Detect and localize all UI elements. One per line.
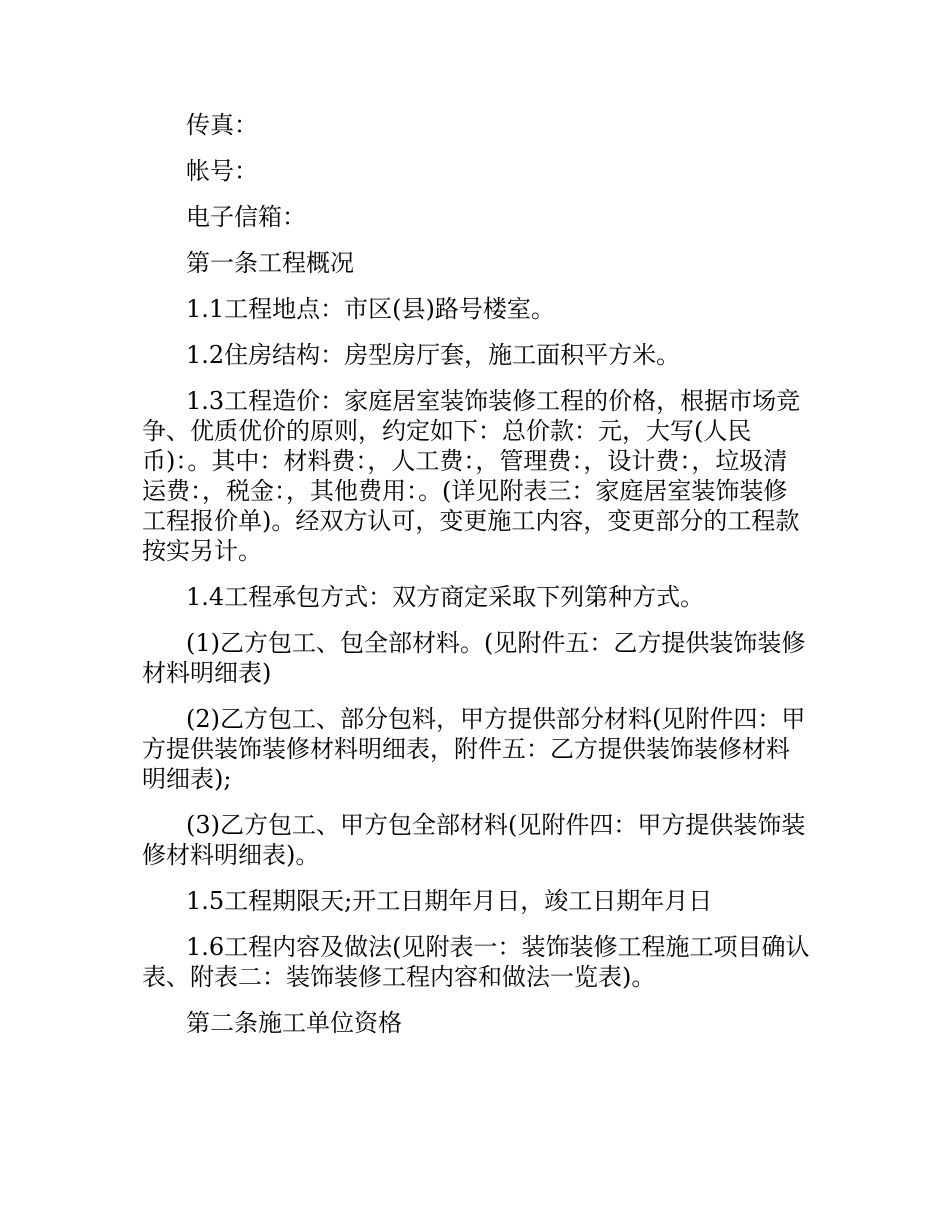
clause-1-3: 1.3工程造价：家庭居室装饰装修工程的价格，根据市场竞争、优质优价的原则，约定如下：总价款：元，大写(人民币)：。其中：材料费：，人工费：，管理费：，设计费：，垃圾清运费：，税金：，其他费用：。(详见附表三：家庭居室装饰装修工程报价单)。经双方认可，变更施工内容，变更部分的工程款按实另计。 bbox=[142, 387, 801, 565]
clause-1-4: 1.4工程承包方式：双方商定采取下列第种方式。 bbox=[186, 583, 705, 611]
account-field-label: 帐号： bbox=[186, 157, 258, 185]
email-field-label: 电子信箱： bbox=[186, 203, 306, 231]
option-3: (3)乙方包工、甲方包全部材料(见附件四：甲方提供装饰装修材料明细表)。 bbox=[142, 811, 806, 869]
option-1: (1)乙方包工、包全部材料。(见附件五：乙方提供装饰装修材料明细表) bbox=[142, 629, 806, 687]
clause-1-2: 1.2住房结构：房型房厅套，施工面积平方米。 bbox=[186, 341, 681, 369]
section-heading-article-1: 第一条工程概况 bbox=[186, 249, 354, 277]
section-heading-article-2: 第二条施工单位资格 bbox=[186, 1009, 402, 1037]
option-2: (2)乙方包工、部分包料，甲方提供部分材料(见附件四：甲方提供装饰装修材料明细表，附件五：乙方提供装饰装修材料明细表); bbox=[142, 705, 806, 793]
clause-1-1: 1.1工程地点：市区(县)路号楼室。 bbox=[186, 295, 555, 323]
fax-field-label: 传真： bbox=[186, 111, 258, 139]
document-body bbox=[142, 110, 810, 1054]
clause-1-5: 1.5工程期限天;开工日期年月日，竣工日期年月日 bbox=[186, 887, 713, 915]
clause-1-6: 1.6工程内容及做法(见附表一：装饰装修工程施工项目确认表、附表二：装饰装修工程内容和做法一览表)。 bbox=[142, 933, 810, 991]
